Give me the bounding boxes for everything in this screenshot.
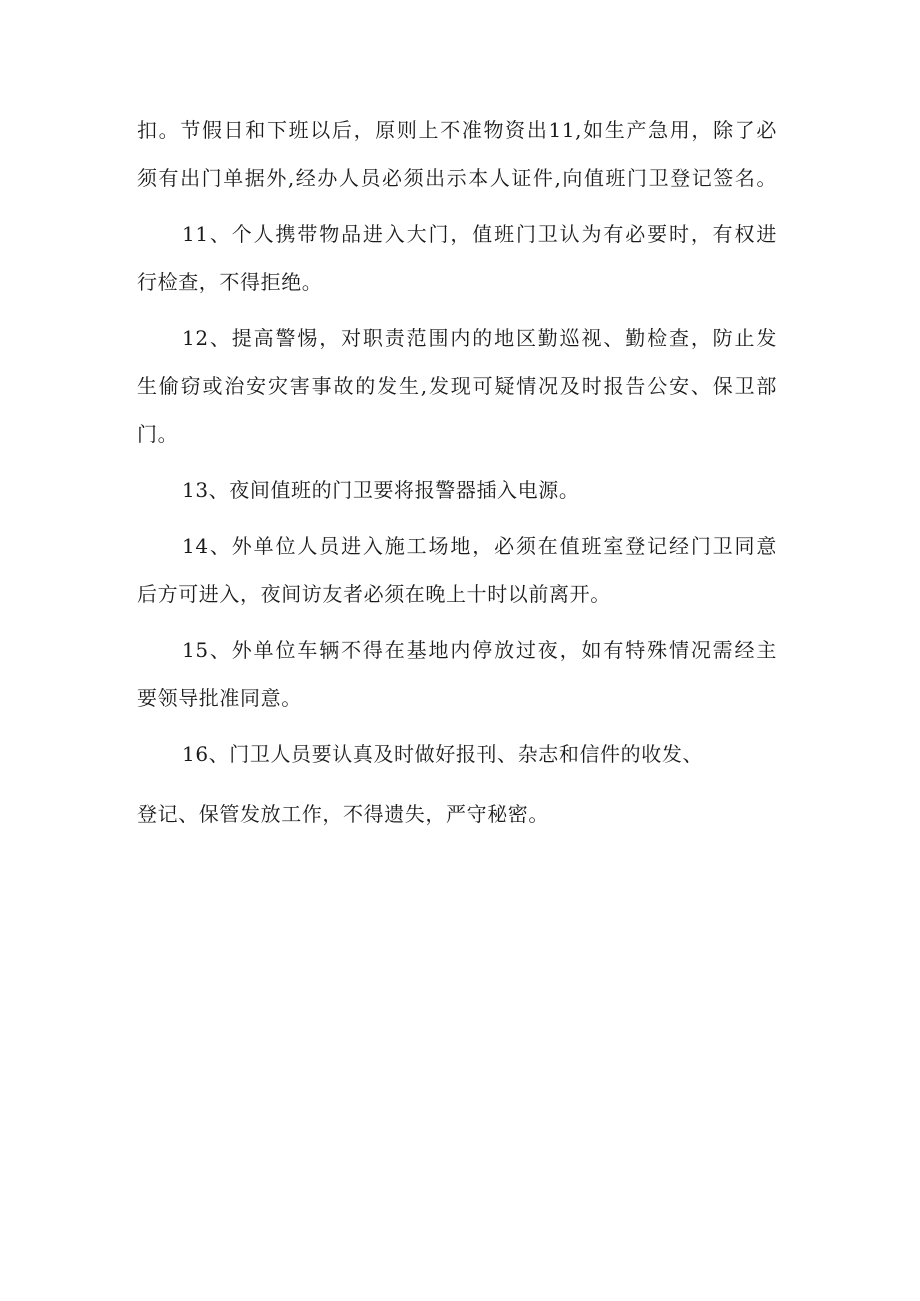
rule-11-line: 11、个人携带物品进入大门，值班门卫认为有必要时，有权进 [182,222,777,246]
rule-12-line: 12、提高警惕，对职责范围内的地区勤巡视、勤检查，防止发 [182,326,777,350]
document-body [137,106,777,838]
rule-13-line: 13、夜间值班的门卫要将报警器插入电源。 [182,478,580,502]
text-line: 要领导批准同意。 [137,686,302,710]
text-line: 后方可进入，夜间访友者必须在晚上十时以前离开。 [137,582,611,606]
text-line: 行检查，不得拒绝。 [137,270,323,294]
text-line: 须有出门单据外,经办人员必须出示本人证件,向值班门卫登记签名。 [137,166,777,190]
text-line: 生偷窃或治安灾害事故的发生,发现可疑情况及时报告公安、保卫部 [137,374,777,398]
text-line: 登记、保管发放工作，不得遗失，严守秘密。 [137,802,549,826]
text-line: 门。 [137,422,179,446]
text-line: 扣。节假日和下班以后，原则上不准物资出11,如生产急用，除了必 [137,118,777,142]
rule-14-line: 14、外单位人员进入施工场地，必须在值班室登记经门卫同意 [182,534,777,558]
rule-16-line: 16、门卫人员要认真及时做好报刊、杂志和信件的收发、 [182,742,704,766]
rule-15-line: 15、外单位车辆不得在基地内停放过夜，如有特殊情况需经主 [182,638,777,662]
